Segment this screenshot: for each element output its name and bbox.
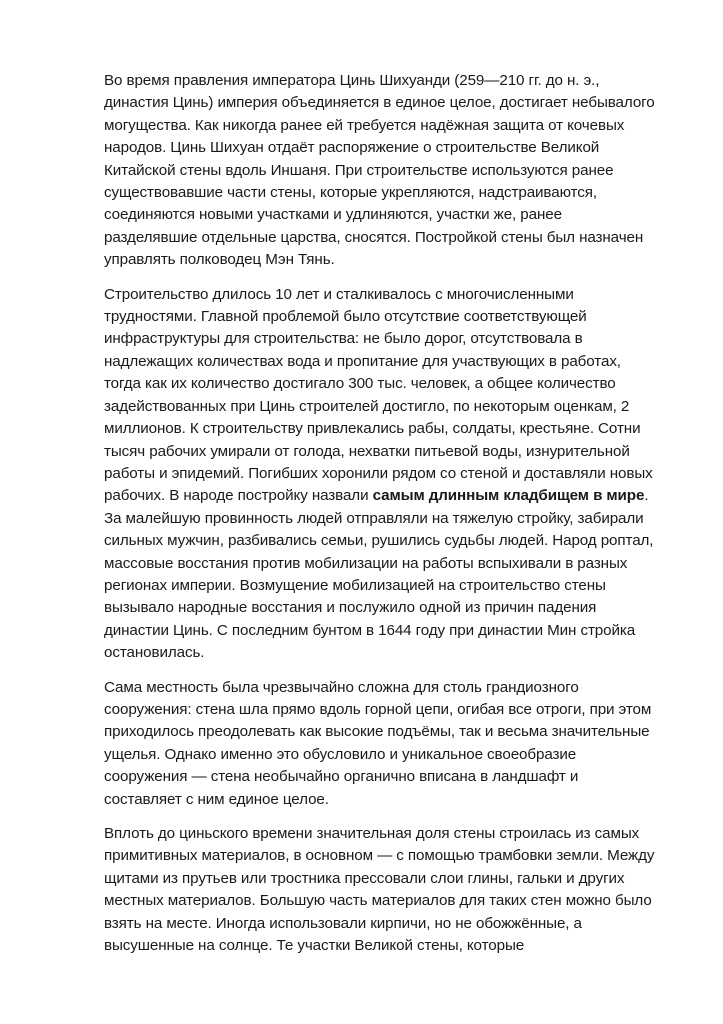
- paragraph-text-before-bold: Строительство длилось 10 лет и сталкивалось с многочисленными трудностями. Главной проблемой было отсутствие соответствующей инфраструктуры для строительства: не было дорог, отсутствовала в надлежащих количествах вода и пропитание для участвующих в работах, тогда как их количество достигало 300 тыс. человек, а общее количество задействованных при Цинь строителей достигло, по некоторым оценкам, 2 миллионов. К строительству привлекались рабы, солдаты, крестьяне. Сотни тысяч рабочих умирали от голода, нехватки питьевой воды, изнурительной работы и эпидемий. Погибших хоронили рядом со стеной и доставляли новых рабочих. В народе постройку назвали: [104, 285, 653, 505]
- paragraph-terrain: Сама местность была чрезвычайно сложна для столь грандиозного сооружения: стена шла прямо вдоль горной цепи, огибая все отроги, при этом приходилось преодолевать как высокие подъёмы, так и весьма значительные ущелья. Однако именно это обусловило и уникальное своеобразие сооружения — стена необычайно органично вписана в ландшафт и составляет с ним единое целое.: [104, 678, 652, 808]
- paragraph-construction-hardships: [104, 284, 659, 665]
- paragraph-text-after-bold: . За малейшую провинность людей отправляли на тяжелую стройку, забирали сильных мужчин, разбивались семьи, рушились судьбы людей. Народ роптал, массовые восстания против мобилизации на работы вспыхивали в разных регионах империи. Возмущение мобилизацией на строительство стены вызывало народные восстания и послужило одной из причин падения династии Цинь. С последним бунтом в 1644 году при династии Мин стройка остановилась.: [104, 487, 654, 662]
- document-body: [104, 70, 659, 969]
- paragraph-materials: Вплоть до циньского времени значительная доля стены строилась из самых примитивных материалов, в основном — с помощью трамбовки земли. Между щитами из прутьев или тростника прессовали слои глины, гальки и других местных материалов. Большую часть материалов для таких стен можно было взять на месте. Иногда использовали кирпичи, но не обожжённые, а высушенные на солнце. Те участки Великой стены, которые: [104, 825, 655, 955]
- bold-phrase-longest-cemetery: самым длинным кладбищем в мире: [372, 487, 645, 505]
- paragraph-qin-shihuang: Во время правления императора Цинь Шихуанди (259—210 гг. до н. э., династия Цинь) империя объединяется в единое целое, достигает небывалого могущества. Как никогда ранее ей требуется надёжная защита от кочевых народов. Цинь Шихуан отдаёт распоряжение о строительстве Великой Китайской стены вдоль Иншаня. При строительстве используются ранее существовавшие части стены, которые укрепляются, надстраиваются, соединяются новыми участками и удлиняются, участки же, ранее разделявшие отдельные царства, сносятся. Постройкой стены был назначен управлять полководец Мэн Тянь.: [104, 72, 655, 269]
